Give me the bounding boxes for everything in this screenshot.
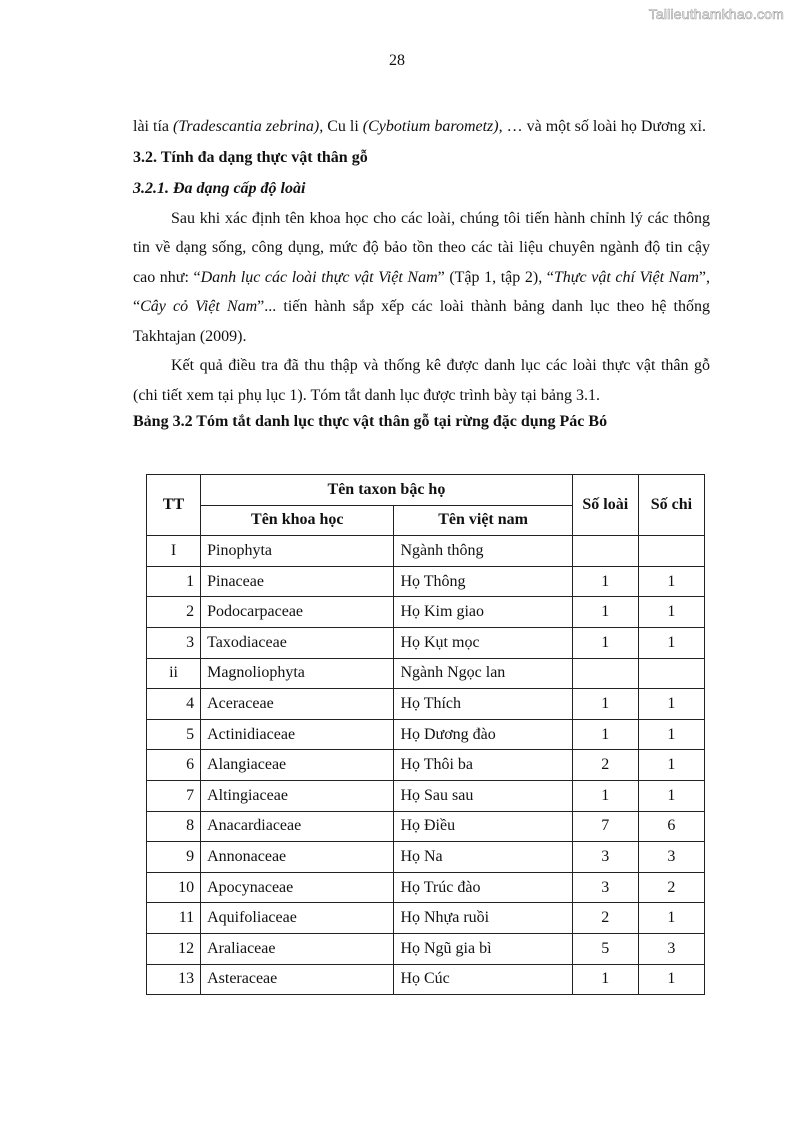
cell-scientific-name: Araliaceae bbox=[201, 933, 394, 964]
table-row bbox=[147, 719, 705, 750]
cell-species-count bbox=[572, 658, 638, 689]
table-row bbox=[147, 903, 705, 934]
cell-species-count: 7 bbox=[572, 811, 638, 842]
cell-tt: 13 bbox=[147, 964, 201, 995]
cell-tt: 8 bbox=[147, 811, 201, 842]
cell-tt: I bbox=[147, 536, 201, 567]
cell-species-count: 2 bbox=[572, 903, 638, 934]
cell-vietnamese-name: Họ Ngũ gia bì bbox=[394, 933, 572, 964]
table-row bbox=[147, 750, 705, 781]
paragraph-methods bbox=[133, 204, 710, 352]
cell-genera-count: 1 bbox=[638, 750, 704, 781]
cell-genera-count: 1 bbox=[638, 597, 704, 628]
table-row bbox=[147, 964, 705, 995]
cell-species-count: 1 bbox=[572, 689, 638, 720]
header-scientific-name: Tên khoa học bbox=[201, 505, 394, 536]
cell-vietnamese-name: Họ Kim giao bbox=[394, 597, 572, 628]
cell-species-count: 3 bbox=[572, 872, 638, 903]
cell-vietnamese-name: Họ Sau sau bbox=[394, 780, 572, 811]
cell-vietnamese-name: Họ Na bbox=[394, 842, 572, 873]
document-body bbox=[133, 112, 710, 434]
cell-scientific-name: Asteraceae bbox=[201, 964, 394, 995]
cell-tt: ii bbox=[147, 658, 201, 689]
cell-scientific-name: Aceraceae bbox=[201, 689, 394, 720]
text: Sau khi xác định tên khoa học cho các loài, chúng tôi tiến hành chỉnh lý các thông tin về dạng sống, công dụng, mức độ bảo tồn theo các tài liệu chuyên ngành độ tin cậy cao như: “ bbox=[133, 209, 710, 286]
cell-genera-count: 1 bbox=[638, 964, 704, 995]
cell-tt: 2 bbox=[147, 597, 201, 628]
reference-title: Thực vật chí Việt Nam bbox=[553, 268, 699, 286]
cell-species-count: 1 bbox=[572, 566, 638, 597]
cell-genera-count: 1 bbox=[638, 780, 704, 811]
text: ”... tiến hành sắp xếp các loài thành bảng danh lục theo hệ thống Takhtajan (2009). bbox=[133, 298, 711, 345]
table-body bbox=[147, 536, 705, 995]
cell-vietnamese-name: Họ Nhựa ruồi bbox=[394, 903, 572, 934]
cell-genera-count: 3 bbox=[638, 842, 704, 873]
cell-scientific-name: Magnoliophyta bbox=[201, 658, 394, 689]
cell-scientific-name: Pinophyta bbox=[201, 536, 394, 567]
text: … và một số loài họ Dương xỉ. bbox=[502, 118, 706, 135]
header-species-count: Số loài bbox=[572, 475, 638, 536]
cell-species-count: 1 bbox=[572, 780, 638, 811]
cell-species-count bbox=[572, 536, 638, 567]
section-heading: 3.2. Tính đa dạng thực vật thân gỗ bbox=[133, 148, 368, 166]
cell-species-count: 1 bbox=[572, 964, 638, 995]
cell-genera-count: 2 bbox=[638, 872, 704, 903]
cell-tt: 9 bbox=[147, 842, 201, 873]
cell-scientific-name: Annonaceae bbox=[201, 842, 394, 873]
header-taxon: Tên taxon bậc họ bbox=[201, 475, 573, 506]
species-summary-table bbox=[146, 474, 705, 995]
cell-vietnamese-name: Họ Cúc bbox=[394, 964, 572, 995]
table-row bbox=[147, 811, 705, 842]
cell-scientific-name: Apocynaceae bbox=[201, 872, 394, 903]
header-genera-count: Số chi bbox=[638, 475, 704, 536]
cell-genera-count: 1 bbox=[638, 566, 704, 597]
cell-species-count: 1 bbox=[572, 597, 638, 628]
paragraph-results: Kết quả điều tra đã thu thập và thống kê được danh lục các loài thực vật thân gỗ (chi tiết xem tại phụ lục 1). Tóm tắt danh lục được trình bày tại bảng 3.1. bbox=[133, 357, 710, 404]
cell-genera-count: 1 bbox=[638, 627, 704, 658]
cell-genera-count: 1 bbox=[638, 903, 704, 934]
cell-genera-count: 1 bbox=[638, 689, 704, 720]
cell-species-count: 1 bbox=[572, 719, 638, 750]
table-row bbox=[147, 842, 705, 873]
cell-tt: 11 bbox=[147, 903, 201, 934]
cell-scientific-name: Anacardiaceae bbox=[201, 811, 394, 842]
cell-scientific-name: Aquifoliaceae bbox=[201, 903, 394, 934]
cell-scientific-name: Altingiaceae bbox=[201, 780, 394, 811]
table-row bbox=[147, 872, 705, 903]
cell-scientific-name: Taxodiaceae bbox=[201, 627, 394, 658]
table-group-row bbox=[147, 658, 705, 689]
header-tt: TT bbox=[147, 475, 201, 536]
cell-tt: 12 bbox=[147, 933, 201, 964]
header-vietnamese-name: Tên việt nam bbox=[394, 505, 572, 536]
cell-tt: 1 bbox=[147, 566, 201, 597]
cell-genera-count bbox=[638, 536, 704, 567]
watermark: Tailieuthamkhao.com bbox=[648, 6, 784, 22]
cell-genera-count bbox=[638, 658, 704, 689]
text: lài tía bbox=[133, 118, 173, 135]
page-number: 28 bbox=[389, 52, 405, 69]
cell-species-count: 1 bbox=[572, 627, 638, 658]
table-row bbox=[147, 780, 705, 811]
cell-vietnamese-name: Họ Kụt mọc bbox=[394, 627, 572, 658]
table-row bbox=[147, 597, 705, 628]
cell-genera-count: 6 bbox=[638, 811, 704, 842]
cell-vietnamese-name: Họ Thông bbox=[394, 566, 572, 597]
reference-title: Cây cỏ Việt Nam bbox=[140, 298, 258, 315]
table-row bbox=[147, 566, 705, 597]
cell-vietnamese-name: Họ Trúc đào bbox=[394, 872, 572, 903]
cell-tt: 5 bbox=[147, 719, 201, 750]
table-caption: Bảng 3.2 Tóm tắt danh lục thực vật thân gỗ tại rừng đặc dụng Pác Bó bbox=[133, 413, 608, 430]
table-row bbox=[147, 689, 705, 720]
species-name: (Cybotium barometz), bbox=[362, 118, 503, 135]
cell-vietnamese-name: Họ Thích bbox=[394, 689, 572, 720]
cell-tt: 7 bbox=[147, 780, 201, 811]
reference-title: Danh lục các loài thực vật Việt Nam bbox=[200, 268, 438, 286]
cell-vietnamese-name: Họ Thôi ba bbox=[394, 750, 572, 781]
cell-vietnamese-name: Họ Dương đào bbox=[394, 719, 572, 750]
cell-scientific-name: Podocarpaceae bbox=[201, 597, 394, 628]
species-name: (Tradescantia zebrina), bbox=[172, 118, 324, 135]
cell-tt: 3 bbox=[147, 627, 201, 658]
cell-tt: 10 bbox=[147, 872, 201, 903]
cell-vietnamese-name: Ngành thông bbox=[394, 536, 572, 567]
cell-vietnamese-name: Ngành Ngọc lan bbox=[394, 658, 572, 689]
text: ” (Tập 1, tập 2), “ bbox=[437, 268, 554, 286]
cell-genera-count: 3 bbox=[638, 933, 704, 964]
cell-species-count: 3 bbox=[572, 842, 638, 873]
cell-scientific-name: Actinidiaceae bbox=[201, 719, 394, 750]
text: Cu li bbox=[323, 118, 363, 135]
table-group-row bbox=[147, 536, 705, 567]
cell-species-count: 2 bbox=[572, 750, 638, 781]
table-row bbox=[147, 627, 705, 658]
cell-genera-count: 1 bbox=[638, 719, 704, 750]
table-row bbox=[147, 933, 705, 964]
paragraph-continuation bbox=[133, 112, 710, 142]
cell-vietnamese-name: Họ Điều bbox=[394, 811, 572, 842]
cell-scientific-name: Alangiaceae bbox=[201, 750, 394, 781]
cell-species-count: 5 bbox=[572, 933, 638, 964]
cell-tt: 4 bbox=[147, 689, 201, 720]
text: ”, “ bbox=[133, 268, 711, 315]
cell-scientific-name: Pinaceae bbox=[201, 566, 394, 597]
cell-tt: 6 bbox=[147, 750, 201, 781]
subsection-heading: 3.2.1. Đa dạng cấp độ loài bbox=[133, 179, 306, 197]
